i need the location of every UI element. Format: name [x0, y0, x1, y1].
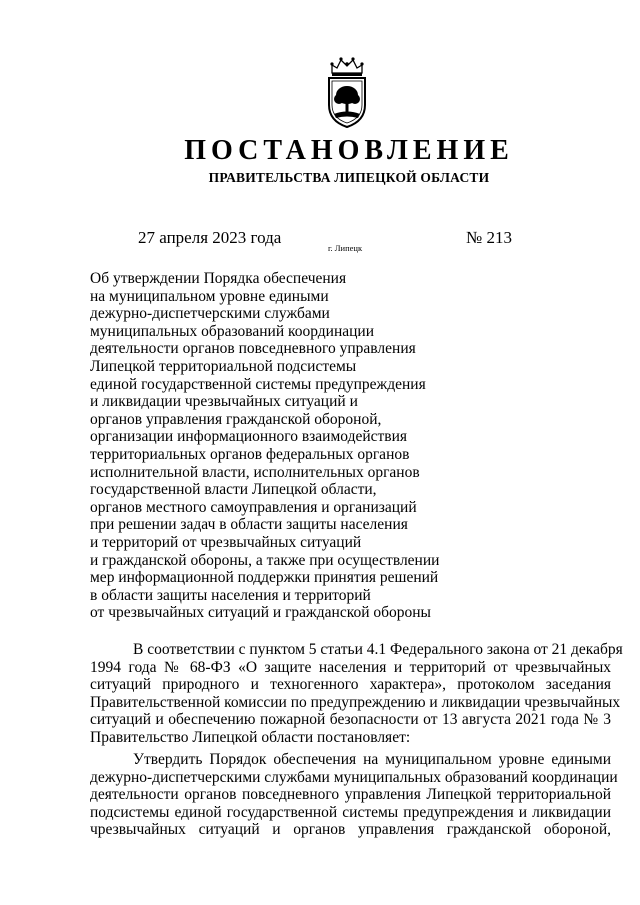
paragraph-line: Утвердить Порядок обеспечения на муниципальном уровне едиными [133, 751, 611, 768]
preamble-paragraph [90, 641, 623, 747]
subject-line: органов местного самоуправления и организаций [90, 498, 417, 516]
subject-line: государственной власти Липецкой области, [90, 481, 377, 499]
document-number: № 213 [466, 228, 512, 247]
paragraph-line: В соответствии с пунктом 5 статьи 4.1 Федерального закона от 21 декабря [133, 641, 623, 658]
subject-line: Липецкой территориальной подсистемы [90, 357, 357, 375]
subject-line: организации информационного взаимодействия [90, 428, 408, 446]
subject-line: в области защиты населения и территорий [90, 586, 371, 604]
subject-line: и территорий от чрезвычайных ситуаций [90, 533, 362, 551]
subject-line: дежурно-диспетчерскими службами [90, 305, 330, 323]
paragraph-line: дежурно-диспетчерскими службами муниципальных образований координации [90, 768, 618, 786]
subject-line: на муниципальном уровне едиными [90, 287, 329, 305]
paragraph-line: ситуаций природного и техногенного характера», протоколом заседания [90, 676, 611, 694]
subject-line: и гражданской обороны, а также при осуществлении [90, 551, 440, 569]
subject-line: Об утверждении Порядка обеспечения [90, 270, 347, 287]
paragraph-line: 1994 года № 68-ФЗ «О защите населения и территорий от чрезвычайных [90, 658, 611, 676]
subject-line: исполнительной власти, исполнительных органов [90, 463, 420, 481]
document-city: г. Липецк [328, 243, 363, 253]
subject-line: и ликвидации чрезвычайных ситуаций и [90, 393, 358, 411]
paragraph-line: ситуаций и обеспечению пожарной безопасности от 13 августа 2021 года № 3 [90, 711, 611, 729]
coat-of-arms-icon [324, 55, 370, 129]
subject-line: от чрезвычайных ситуаций и гражданской обороны [90, 604, 431, 622]
resolution-paragraph [90, 751, 618, 839]
document-date: 27 апреля 2023 года [138, 228, 282, 247]
subject-line: деятельности органов повседневного управления [90, 340, 416, 358]
document-title: ПОСТАНОВЛЕНИЕ [184, 135, 514, 166]
document-subject [90, 270, 439, 622]
subject-line: единой государственной системы предупреждения [90, 375, 426, 393]
subject-line: органов управления гражданской обороной, [90, 410, 382, 428]
paragraph-line: чрезвычайных ситуаций и органов управления гражданской обороной, [90, 821, 611, 839]
document-issuer: ПРАВИТЕЛЬСТВА ЛИПЕЦКОЙ ОБЛАСТИ [208, 170, 490, 185]
subject-line: при решении задач в области защиты населения [90, 516, 408, 534]
subject-line: территориальных органов федеральных органов [90, 445, 410, 463]
subject-line: мер информационной поддержки принятия решений [90, 569, 439, 587]
paragraph-line: подсистемы единой государственной системы предупреждения и ликвидации [90, 803, 611, 821]
paragraph-line: Правительство Липецкой области постановляет: [90, 728, 411, 746]
subject-line: муниципальных образований координации [90, 322, 375, 340]
paragraph-line: Правительственной комиссии по предупреждению и ликвидации чрезвычайных [90, 693, 621, 711]
paragraph-line: деятельности органов повседневного управления Липецкой территориальной [90, 786, 611, 804]
